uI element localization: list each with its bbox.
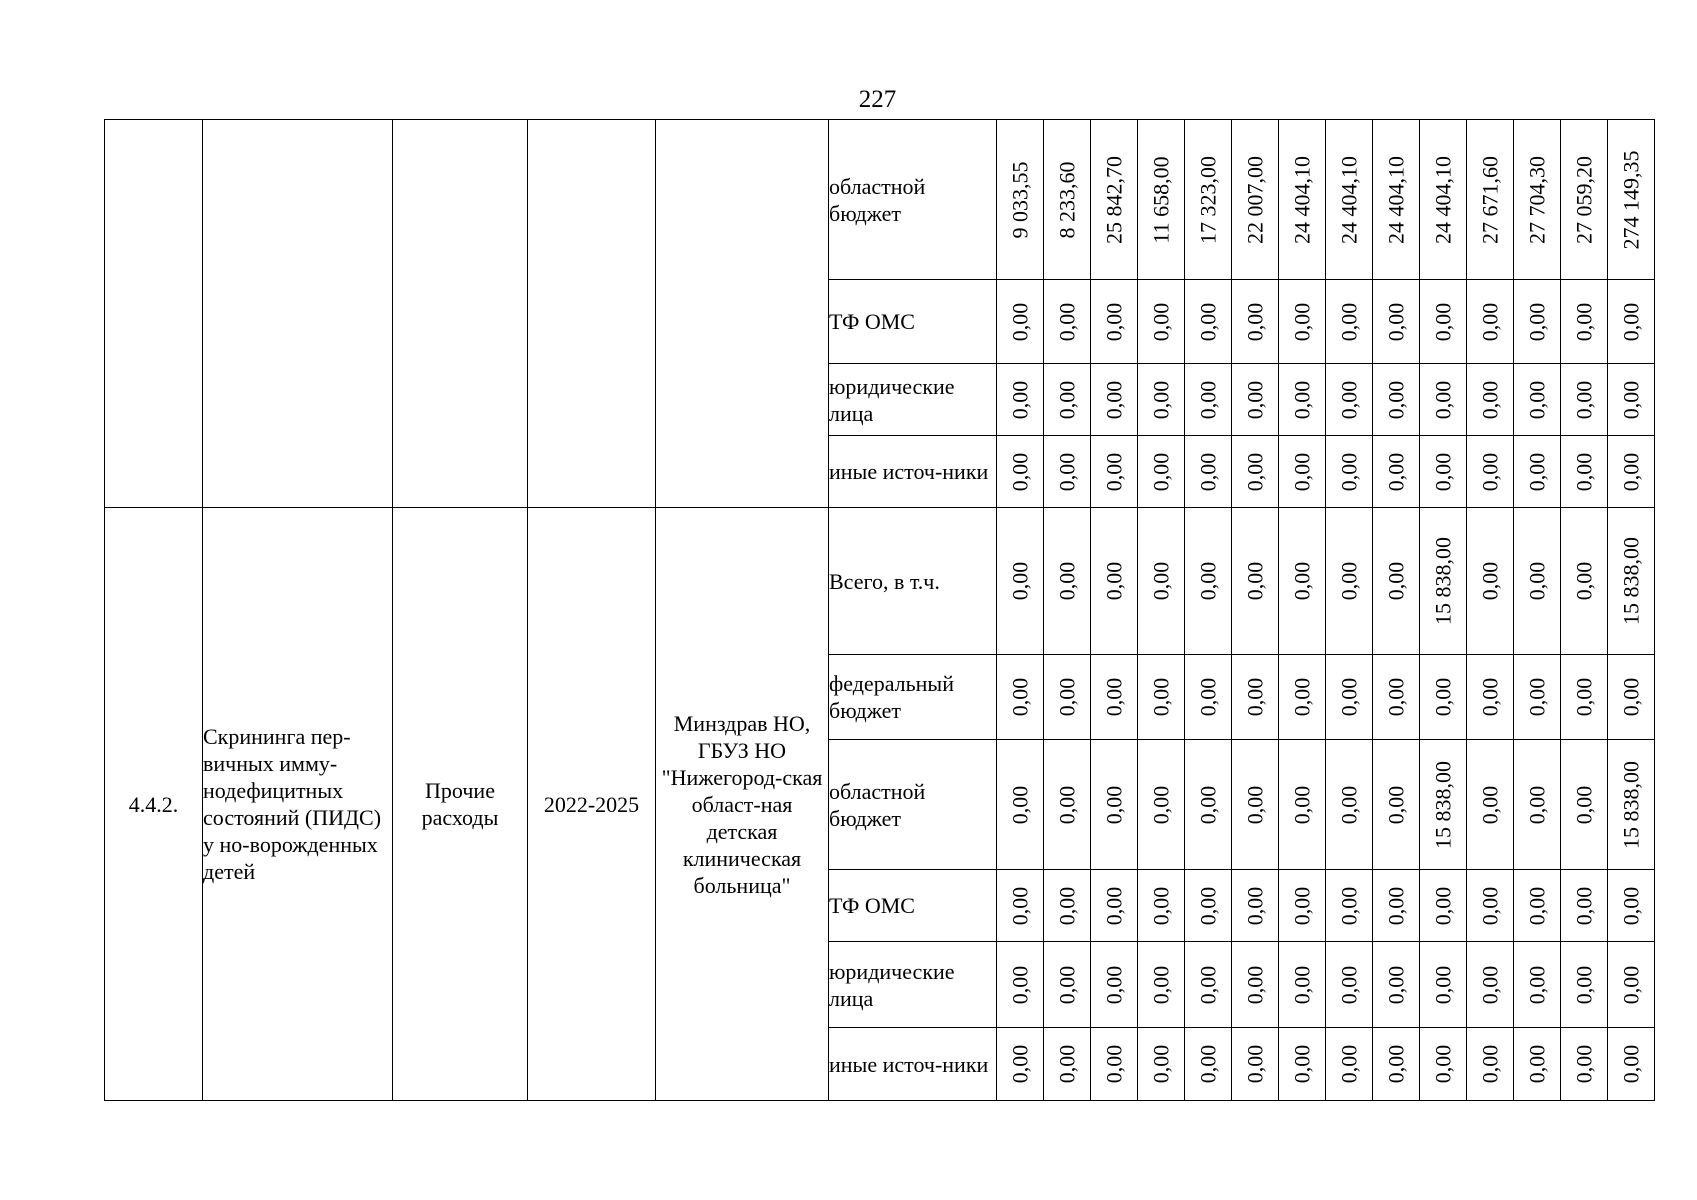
value-cell: 0,00 (1091, 436, 1138, 508)
value-cell: 0,00 (1420, 870, 1467, 942)
value-cell: 0,00 (1044, 740, 1091, 870)
value-cell: 0,00 (1185, 1028, 1232, 1101)
value-cell: 0,00 (1608, 942, 1655, 1028)
value-cell: 0,00 (997, 740, 1044, 870)
value-cell: 0,00 (1608, 655, 1655, 740)
value-cell: 0,00 (997, 655, 1044, 740)
value-cell: 0,00 (1467, 364, 1514, 436)
value-cell: 0,00 (1279, 436, 1326, 508)
value-cell: 15 838,00 (1420, 740, 1467, 870)
value-cell: 0,00 (1561, 942, 1608, 1028)
value-cell: 0,00 (1373, 436, 1420, 508)
value-cell: 0,00 (1138, 280, 1185, 364)
value-cell: 0,00 (1185, 364, 1232, 436)
value-cell: 0,00 (1467, 436, 1514, 508)
value-cell: 0,00 (1044, 870, 1091, 942)
value-cell: 0,00 (1279, 1028, 1326, 1101)
value-cell: 0,00 (1232, 942, 1279, 1028)
value-cell: 0,00 (1420, 280, 1467, 364)
value-cell: 0,00 (1232, 436, 1279, 508)
expense-type: Прочие расходы (393, 508, 528, 1101)
value-cell: 0,00 (1044, 436, 1091, 508)
value-cell: 0,00 (1326, 870, 1373, 942)
value-cell: 0,00 (1326, 1028, 1373, 1101)
funding-source: ТФ ОМС (829, 870, 997, 942)
value-cell: 0,00 (1138, 1028, 1185, 1101)
value-cell: 0,00 (1044, 280, 1091, 364)
value-cell: 0,00 (1514, 508, 1561, 655)
value-cell: 0,00 (1138, 655, 1185, 740)
value-cell: 0,00 (1232, 364, 1279, 436)
value-cell: 0,00 (1185, 508, 1232, 655)
value-cell: 0,00 (1185, 655, 1232, 740)
value-cell: 0,00 (1561, 280, 1608, 364)
value-cell: 0,00 (1091, 1028, 1138, 1101)
value-cell: 0,00 (1232, 280, 1279, 364)
item-name-cell (203, 120, 393, 508)
value-cell: 0,00 (997, 436, 1044, 508)
value-cell: 0,00 (1326, 740, 1373, 870)
value-cell: 0,00 (1326, 508, 1373, 655)
value-cell: 0,00 (1373, 280, 1420, 364)
value-cell: 0,00 (1138, 942, 1185, 1028)
executor-cell (656, 120, 829, 508)
value-cell: 15 838,00 (1608, 508, 1655, 655)
value-cell: 0,00 (1138, 436, 1185, 508)
value-cell: 11 658,00 (1138, 120, 1185, 280)
value-cell: 0,00 (1044, 364, 1091, 436)
value-cell: 24 404,10 (1326, 120, 1373, 280)
value-cell: 0,00 (1467, 740, 1514, 870)
value-cell: 0,00 (1373, 1028, 1420, 1101)
value-cell: 0,00 (1091, 655, 1138, 740)
value-cell: 0,00 (997, 364, 1044, 436)
value-cell: 0,00 (1467, 942, 1514, 1028)
value-cell: 15 838,00 (1608, 740, 1655, 870)
value-cell: 0,00 (1608, 280, 1655, 364)
value-cell: 0,00 (997, 1028, 1044, 1101)
value-cell: 17 323,00 (1185, 120, 1232, 280)
value-cell: 0,00 (1138, 364, 1185, 436)
value-cell: 0,00 (1279, 364, 1326, 436)
value-cell: 0,00 (1326, 280, 1373, 364)
value-cell: 0,00 (1514, 280, 1561, 364)
value-cell: 22 007,00 (1232, 120, 1279, 280)
value-cell: 0,00 (1561, 870, 1608, 942)
value-cell: 0,00 (1373, 740, 1420, 870)
value-cell: 0,00 (1561, 740, 1608, 870)
value-cell: 0,00 (997, 508, 1044, 655)
value-cell: 0,00 (1514, 364, 1561, 436)
value-cell: 0,00 (1373, 942, 1420, 1028)
item-number-cell (105, 120, 203, 508)
value-cell: 0,00 (1138, 740, 1185, 870)
value-cell: 27 059,20 (1561, 120, 1608, 280)
value-cell: 0,00 (1091, 870, 1138, 942)
value-cell: 0,00 (1561, 436, 1608, 508)
value-cell: 0,00 (1279, 508, 1326, 655)
value-cell: 0,00 (1608, 364, 1655, 436)
funding-source: иные источ-ники (829, 436, 997, 508)
value-cell: 0,00 (1373, 655, 1420, 740)
funding-source: областной бюджет (829, 740, 997, 870)
value-cell: 0,00 (1091, 740, 1138, 870)
value-cell: 0,00 (1279, 740, 1326, 870)
funding-source: иные источ-ники (829, 1028, 997, 1101)
value-cell: 27 704,30 (1514, 120, 1561, 280)
value-cell: 0,00 (1138, 508, 1185, 655)
value-cell: 0,00 (1467, 280, 1514, 364)
period-cell (528, 120, 656, 508)
value-cell: 0,00 (1514, 436, 1561, 508)
value-cell: 0,00 (1561, 364, 1608, 436)
value-cell: 0,00 (1420, 1028, 1467, 1101)
value-cell: 0,00 (1514, 942, 1561, 1028)
value-cell: 0,00 (1514, 870, 1561, 942)
table-row (105, 120, 1655, 280)
value-cell: 0,00 (1420, 655, 1467, 740)
value-cell: 0,00 (1467, 655, 1514, 740)
value-cell: 0,00 (1185, 740, 1232, 870)
value-cell: 0,00 (1185, 280, 1232, 364)
value-cell: 24 404,10 (1373, 120, 1420, 280)
value-cell: 0,00 (1044, 655, 1091, 740)
value-cell: 0,00 (1420, 436, 1467, 508)
value-cell: 0,00 (1608, 436, 1655, 508)
value-cell: 0,00 (1561, 508, 1608, 655)
value-cell: 0,00 (1561, 1028, 1608, 1101)
value-cell: 24 404,10 (1420, 120, 1467, 280)
value-cell: 0,00 (1373, 870, 1420, 942)
funding-source: юридические лица (829, 364, 997, 436)
value-cell: 0,00 (1138, 870, 1185, 942)
value-cell: 0,00 (1514, 1028, 1561, 1101)
value-cell: 0,00 (1279, 870, 1326, 942)
value-cell: 0,00 (1232, 655, 1279, 740)
value-cell: 0,00 (1279, 655, 1326, 740)
item-number: 4.4.2. (105, 508, 203, 1101)
value-cell: 0,00 (1467, 870, 1514, 942)
value-cell: 0,00 (1091, 280, 1138, 364)
value-cell: 0,00 (1044, 1028, 1091, 1101)
value-cell: 0,00 (1373, 364, 1420, 436)
value-cell: 8 233,60 (1044, 120, 1091, 280)
value-cell: 0,00 (1279, 280, 1326, 364)
value-cell: 24 404,10 (1279, 120, 1326, 280)
value-cell: 9 033,55 (997, 120, 1044, 280)
funding-source: федеральный бюджет (829, 655, 997, 740)
value-cell: 0,00 (1373, 508, 1420, 655)
value-cell: 15 838,00 (1420, 508, 1467, 655)
value-cell: 0,00 (1608, 870, 1655, 942)
value-cell: 0,00 (1467, 508, 1514, 655)
value-cell: 0,00 (1091, 942, 1138, 1028)
value-cell: 0,00 (1279, 942, 1326, 1028)
table-row (105, 508, 1655, 655)
page-number: 227 (858, 86, 897, 113)
value-cell: 0,00 (1044, 508, 1091, 655)
value-cell: 0,00 (1044, 942, 1091, 1028)
value-cell: 0,00 (1608, 1028, 1655, 1101)
funding-source: ТФ ОМС (829, 280, 997, 364)
value-cell: 0,00 (1232, 508, 1279, 655)
funding-source: областной бюджет (829, 120, 997, 280)
value-cell: 0,00 (1232, 740, 1279, 870)
value-cell: 0,00 (1326, 655, 1373, 740)
executor: Минздрав НО, ГБУЗ НО "Нижегород-ская област-ная детская клиническая больница" (656, 508, 829, 1101)
value-cell: 0,00 (1420, 364, 1467, 436)
value-cell: 0,00 (1185, 436, 1232, 508)
value-cell: 0,00 (1467, 1028, 1514, 1101)
value-cell: 27 671,60 (1467, 120, 1514, 280)
value-cell: 25 842,70 (1091, 120, 1138, 280)
value-cell: 0,00 (997, 280, 1044, 364)
funding-source: Всего, в т.ч. (829, 508, 997, 655)
value-cell: 0,00 (1091, 508, 1138, 655)
value-cell: 0,00 (1326, 436, 1373, 508)
value-cell: 0,00 (1561, 655, 1608, 740)
funding-source: юридические лица (829, 942, 997, 1028)
value-cell: 0,00 (1514, 740, 1561, 870)
expense-type-cell (393, 120, 528, 508)
value-cell: 0,00 (997, 942, 1044, 1028)
value-cell: 0,00 (1232, 870, 1279, 942)
value-cell: 0,00 (1420, 942, 1467, 1028)
period: 2022-2025 (528, 508, 656, 1101)
value-cell: 0,00 (997, 870, 1044, 942)
value-cell: 0,00 (1514, 655, 1561, 740)
value-cell: 0,00 (1326, 364, 1373, 436)
value-cell: 0,00 (1185, 870, 1232, 942)
value-cell: 274 149,35 (1608, 120, 1655, 280)
item-name: Скрининга пер-вичных имму-нодефицитных состояний (ПИДС) у но-ворожденных детей (203, 508, 393, 1101)
budget-table (104, 119, 1655, 1101)
value-cell: 0,00 (1232, 1028, 1279, 1101)
value-cell: 0,00 (1326, 942, 1373, 1028)
value-cell: 0,00 (1091, 364, 1138, 436)
value-cell: 0,00 (1185, 942, 1232, 1028)
